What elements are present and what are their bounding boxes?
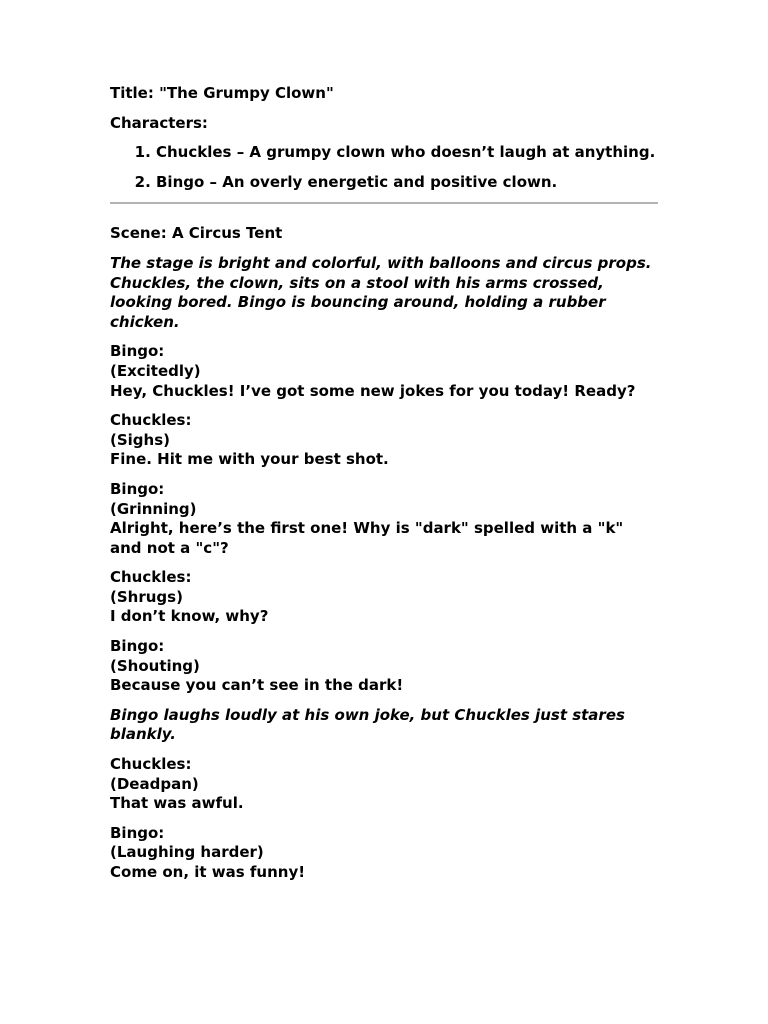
parenthetical: (Laughing harder) [110,843,264,862]
dialogue-line: That was awful. [110,794,244,813]
dialogue-line: Because you can’t see in the dark! [110,676,404,695]
dialogue-line: Fine. Hit me with your best shot. [110,450,389,469]
dialogue-block [110,411,658,470]
parenthetical: (Shouting) [110,656,200,675]
stage-direction: The stage is bright and colorful, with balloons and circus props. Chuckles, the clown, sits on a stool with his arms crossed, looking bored. Bingo is bouncing around, holding a rubber chicken. [110,253,652,331]
characters-heading: Characters: [110,113,208,132]
character-item: 1. Chuckles – A grumpy clown who doesn’t laugh at anything. [156,143,658,163]
dialogue-block [110,568,658,627]
dialogue-block [110,480,658,558]
speaker-name: Bingo: [110,479,165,498]
parenthetical: (Sighs) [110,430,170,449]
dialogue-block [110,755,658,814]
script-page [110,84,658,893]
dialogue-line: Come on, it was funny! [110,863,306,881]
dialogue-block [110,824,658,883]
character-list [110,143,658,192]
parenthetical: (Excitedly) [110,361,201,380]
dialogue-line: I don’t know, why? [110,607,269,626]
parenthetical: (Shrugs) [110,587,183,606]
character-item: 2. Bingo – An overly energetic and positive clown. [156,173,658,193]
parenthetical: (Deadpan) [110,774,199,793]
speaker-name: Bingo: [110,823,165,842]
speaker-name: Chuckles: [110,755,192,774]
scene-heading: Scene: A Circus Tent [110,224,283,243]
section-divider [110,202,658,204]
speaker-name: Bingo: [110,637,165,656]
speaker-name: Bingo: [110,342,165,361]
dialogue-block [110,342,658,401]
dialogue-block [110,637,658,696]
script-title: Title: "The Grumpy Clown" [110,84,334,102]
stage-direction: Bingo laughs loudly at his own joke, but Chuckles just stares blankly. [110,705,625,744]
dialogue-line: Hey, Chuckles! I’ve got some new jokes for you today! Ready? [110,381,636,400]
dialogue-line: Alright, here’s the first one! Why is "dark" spelled with a "k" and not a "c"? [110,519,624,557]
speaker-name: Chuckles: [110,568,192,587]
parenthetical: (Grinning) [110,499,197,518]
speaker-name: Chuckles: [110,411,192,430]
